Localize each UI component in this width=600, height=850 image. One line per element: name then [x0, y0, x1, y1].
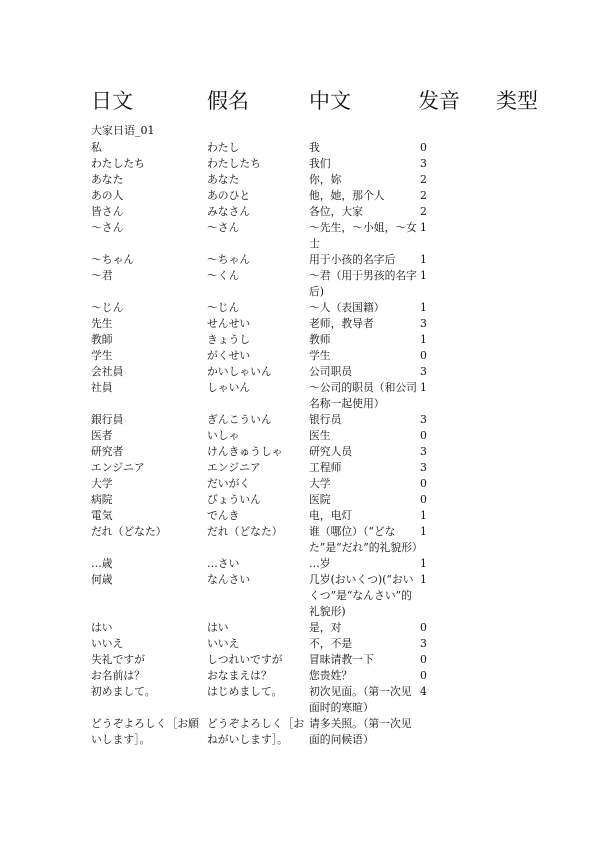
vocab-row [0, 348, 600, 364]
chinese-meaning: 您贵姓？ [309, 669, 353, 682]
kana-reading: でんき [207, 509, 240, 522]
chinese-meaning: 几岁(おいくつ)(“おいくつ”是“なんさい”的礼貌形) [309, 573, 414, 618]
kana-reading: あのひと [207, 189, 251, 202]
japanese-word: 学生 [91, 349, 113, 362]
japanese-word: ～さん [91, 221, 124, 234]
kana-reading: しゃいん [207, 381, 251, 394]
header-pronunciation: 发音 [418, 89, 460, 113]
pronunciation-accent: 1 [420, 557, 427, 570]
kana-reading: いしゃ [207, 429, 240, 442]
japanese-word: 医者 [91, 429, 113, 442]
header-japanese: 日文 [91, 89, 133, 113]
pronunciation-accent: 0 [420, 653, 427, 666]
kana-reading: がくせい [207, 349, 251, 362]
vocab-row [0, 364, 600, 380]
kana-reading: わたし [207, 141, 240, 154]
kana-reading: ぎんこういん [207, 413, 272, 426]
vocab-row [0, 508, 600, 524]
chinese-meaning: 大学 [309, 477, 331, 490]
vocab-row [0, 444, 600, 460]
japanese-word: …歳 [91, 557, 113, 570]
pronunciation-accent: 3 [420, 317, 427, 330]
vocab-row [0, 332, 600, 348]
japanese-word: ～じん [91, 301, 124, 314]
pronunciation-accent: 2 [420, 189, 427, 202]
japanese-word: 私 [91, 141, 102, 154]
kana-reading: ～さん [207, 221, 240, 234]
pronunciation-accent: 0 [420, 429, 427, 442]
pronunciation-accent: 1 [420, 269, 427, 282]
chinese-meaning: 研究人员 [309, 445, 353, 458]
pronunciation-accent: 0 [420, 141, 427, 154]
japanese-word: どうぞよろしく［お願いします］。 [91, 717, 199, 746]
pronunciation-accent: 3 [420, 413, 427, 426]
chinese-meaning: 老师，教导者 [309, 317, 374, 330]
kana-reading: はじめまして。 [207, 685, 283, 698]
pronunciation-accent: 1 [420, 221, 427, 234]
vocab-row [0, 492, 600, 508]
vocab-row [0, 668, 600, 684]
vocab-row [0, 652, 600, 668]
section-title: 大家日语_01 [91, 124, 155, 137]
vocab-row [0, 636, 600, 652]
vocab-row [0, 204, 600, 220]
pronunciation-accent: 3 [420, 461, 427, 474]
vocab-row [0, 476, 600, 492]
chinese-meaning: 他，她，那个人 [309, 189, 385, 202]
chinese-meaning: 医生 [309, 429, 331, 442]
kana-reading: ～くん [207, 269, 240, 282]
pronunciation-accent: 2 [420, 205, 427, 218]
column-header-row [0, 86, 600, 116]
chinese-meaning: 医院 [309, 493, 331, 506]
chinese-meaning: 冒昧请教一下 [309, 653, 374, 666]
chinese-meaning: 学生 [309, 349, 331, 362]
vocab-row [0, 716, 600, 748]
japanese-word: 皆さん [91, 205, 124, 218]
kana-reading: きょうし [207, 333, 251, 346]
japanese-word: エンジニア [91, 461, 145, 474]
pronunciation-accent: 1 [420, 509, 427, 522]
vocab-row [0, 300, 600, 316]
vocab-row [0, 172, 600, 188]
pronunciation-accent: 1 [420, 381, 427, 394]
pronunciation-accent: 0 [420, 493, 427, 506]
pronunciation-accent: 1 [420, 253, 427, 266]
vocab-row [0, 140, 600, 156]
kana-reading: せんせい [207, 317, 251, 330]
japanese-word: わたしたち [91, 157, 145, 170]
kana-reading: あなた [207, 173, 240, 186]
kana-reading: わたしたち [207, 157, 261, 170]
pronunciation-accent: 3 [420, 637, 427, 650]
kana-reading: だれ（どなた） [207, 525, 283, 538]
pronunciation-accent: 1 [420, 525, 427, 538]
kana-reading: いいえ [207, 637, 240, 650]
japanese-word: 先生 [91, 317, 113, 330]
pronunciation-accent: 0 [420, 669, 427, 682]
vocab-row [0, 188, 600, 204]
japanese-word: あの人 [91, 189, 124, 202]
pronunciation-accent: 3 [420, 365, 427, 378]
pronunciation-accent: 2 [420, 173, 427, 186]
vocab-row [0, 252, 600, 268]
header-chinese: 中文 [309, 89, 351, 113]
japanese-word: 初めまして。 [91, 685, 156, 698]
chinese-meaning: ～君（用于男孩的名字后) [309, 269, 417, 298]
japanese-word: ～君 [91, 269, 113, 282]
japanese-word: 大学 [91, 477, 113, 490]
kana-reading: だいがく [207, 477, 251, 490]
kana-reading: けんきゅうしゃ [207, 445, 283, 458]
kana-reading: みなさん [207, 205, 251, 218]
japanese-word: あなた [91, 173, 124, 186]
chinese-meaning: ～先生，～小姐，～女士 [309, 221, 417, 250]
japanese-word: はい [91, 621, 113, 634]
japanese-word: 社員 [91, 381, 113, 394]
japanese-word: 電気 [91, 509, 113, 522]
chinese-meaning: 公司职员 [309, 365, 353, 378]
japanese-word: 銀行員 [91, 413, 124, 426]
vocab-row [0, 412, 600, 428]
vocab-row [0, 428, 600, 444]
pronunciation-accent: 0 [420, 621, 427, 634]
header-type: 类型 [496, 89, 538, 113]
chinese-meaning: 你，妳 [309, 173, 342, 186]
chinese-meaning: 不，不是 [309, 637, 353, 650]
chinese-meaning: 是，对 [309, 621, 342, 634]
chinese-meaning: 请多关照。（第一次见面的问候语） [309, 717, 412, 746]
vocab-row [0, 524, 600, 556]
chinese-meaning: 用于小孩的名字后 [309, 253, 396, 266]
vocab-row [0, 684, 600, 716]
kana-reading: かいしゃいん [207, 365, 272, 378]
pronunciation-accent: 0 [420, 349, 427, 362]
pronunciation-accent: 3 [420, 157, 427, 170]
kana-reading: びょういん [207, 493, 261, 506]
chinese-meaning: 各位，大家 [309, 205, 363, 218]
kana-reading: はい [207, 621, 229, 634]
japanese-word: 病院 [91, 493, 113, 506]
japanese-word: いいえ [91, 637, 124, 650]
chinese-meaning: ～人（表国籍） [309, 301, 385, 314]
chinese-meaning: 教师 [309, 333, 331, 346]
chinese-meaning: 银行员 [309, 413, 342, 426]
japanese-word: ～ちゃん [91, 253, 135, 266]
japanese-word: だれ（どなた） [91, 525, 167, 538]
japanese-word: 何歳 [91, 573, 113, 586]
kana-reading: おなまえは？ [207, 669, 272, 682]
chinese-meaning: 工程师 [309, 461, 342, 474]
vocab-row [0, 316, 600, 332]
vocab-row [0, 156, 600, 172]
kana-reading: しつれいですが [207, 653, 283, 666]
header-kana: 假名 [207, 89, 249, 113]
kana-reading: どうぞよろしく［おねがいします］。 [207, 717, 305, 746]
vocab-row [0, 620, 600, 636]
chinese-meaning: 我 [309, 141, 320, 154]
japanese-word: 会社員 [91, 365, 124, 378]
pronunciation-accent: 1 [420, 333, 427, 346]
vocab-row [0, 220, 600, 252]
pronunciation-accent: 1 [420, 573, 427, 586]
vocab-row [0, 380, 600, 412]
vocab-row [0, 572, 600, 620]
chinese-meaning: 初次见面。（第一次见面时的寒暄） [309, 685, 412, 714]
pronunciation-accent: 4 [420, 685, 427, 698]
pronunciation-accent: 1 [420, 301, 427, 314]
chinese-meaning: 我们 [309, 157, 331, 170]
kana-reading: …さい [207, 557, 240, 570]
vocab-row [0, 268, 600, 300]
chinese-meaning: ～公司的职员（和公司名称一起使用） [309, 381, 417, 410]
chinese-meaning: 电，电灯 [309, 509, 353, 522]
japanese-word: 教師 [91, 333, 113, 346]
vocabulary-list [0, 140, 600, 748]
kana-reading: エンジニア [207, 461, 261, 474]
kana-reading: なんさい [207, 573, 251, 586]
vocab-row [0, 556, 600, 572]
chinese-meaning: …岁 [309, 557, 331, 570]
japanese-word: お名前は？ [91, 669, 145, 682]
vocab-row [0, 460, 600, 476]
japanese-word: 失礼ですが [91, 653, 145, 666]
chinese-meaning: 谁（哪位）（“どなた”是“だれ”的礼貌形） [309, 525, 423, 554]
pronunciation-accent: 0 [420, 477, 427, 490]
kana-reading: ～じん [207, 301, 240, 314]
japanese-word: 研究者 [91, 445, 124, 458]
kana-reading: ～ちゃん [207, 253, 251, 266]
pronunciation-accent: 3 [420, 445, 427, 458]
